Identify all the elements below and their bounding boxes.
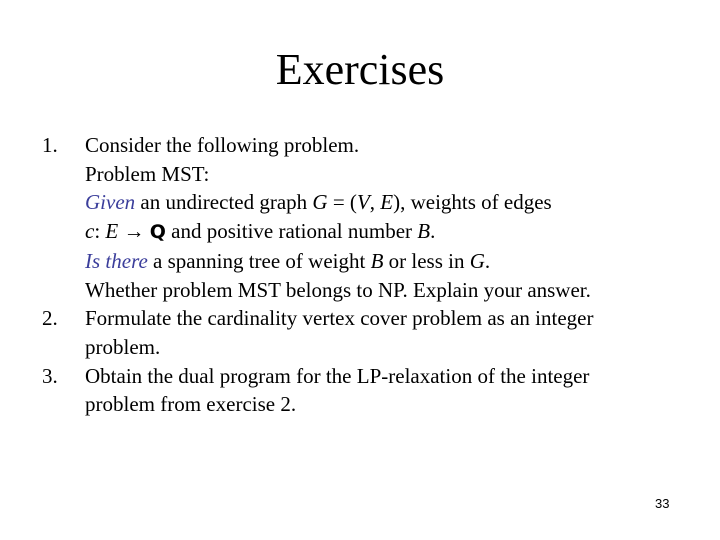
item-line: Formulate the cardinality vertex cover problem as an integer (85, 306, 594, 331)
math-var: G (312, 190, 328, 215)
exercise-list (42, 131, 702, 419)
exercise-item-3 (42, 362, 702, 419)
math-var: c (85, 219, 95, 244)
page-number: 33 (655, 496, 670, 511)
math-var: B (417, 219, 431, 244)
exercise-item-2 (42, 304, 702, 361)
item-number: 1. (42, 133, 58, 157)
math-var: V (356, 190, 370, 215)
item-line: Obtain the dual program for the LP-relaxation of the integer (85, 363, 590, 388)
rationals-symbol: Q (149, 221, 166, 244)
item-line: Consider the following problem. (85, 133, 360, 157)
item-number: 3. (42, 363, 58, 388)
exercise-item-1 (42, 131, 702, 304)
math-var: E (105, 219, 119, 244)
math-var: G (469, 248, 485, 273)
item-line: Given an undirected graph G = (V, E), weights of edges (85, 190, 552, 215)
math-var: B (370, 248, 384, 273)
item-line: Is there a spanning tree of weight B or less in G. (85, 248, 491, 273)
item-line: c: E → Q and positive rational number B. (85, 219, 436, 244)
math-var: E (380, 190, 394, 215)
item-line: problem. (85, 334, 161, 359)
slide-title: Exercises (275, 45, 445, 94)
item-line: problem from exercise 2. (85, 392, 297, 417)
keyword-given: Given (85, 190, 136, 215)
item-line: Problem MST: (85, 161, 210, 186)
item-line: Whether problem MST belongs to NP. Explain your answer. (85, 277, 591, 302)
keyword-is-there: Is there (85, 248, 148, 273)
item-number: 2. (42, 306, 58, 331)
